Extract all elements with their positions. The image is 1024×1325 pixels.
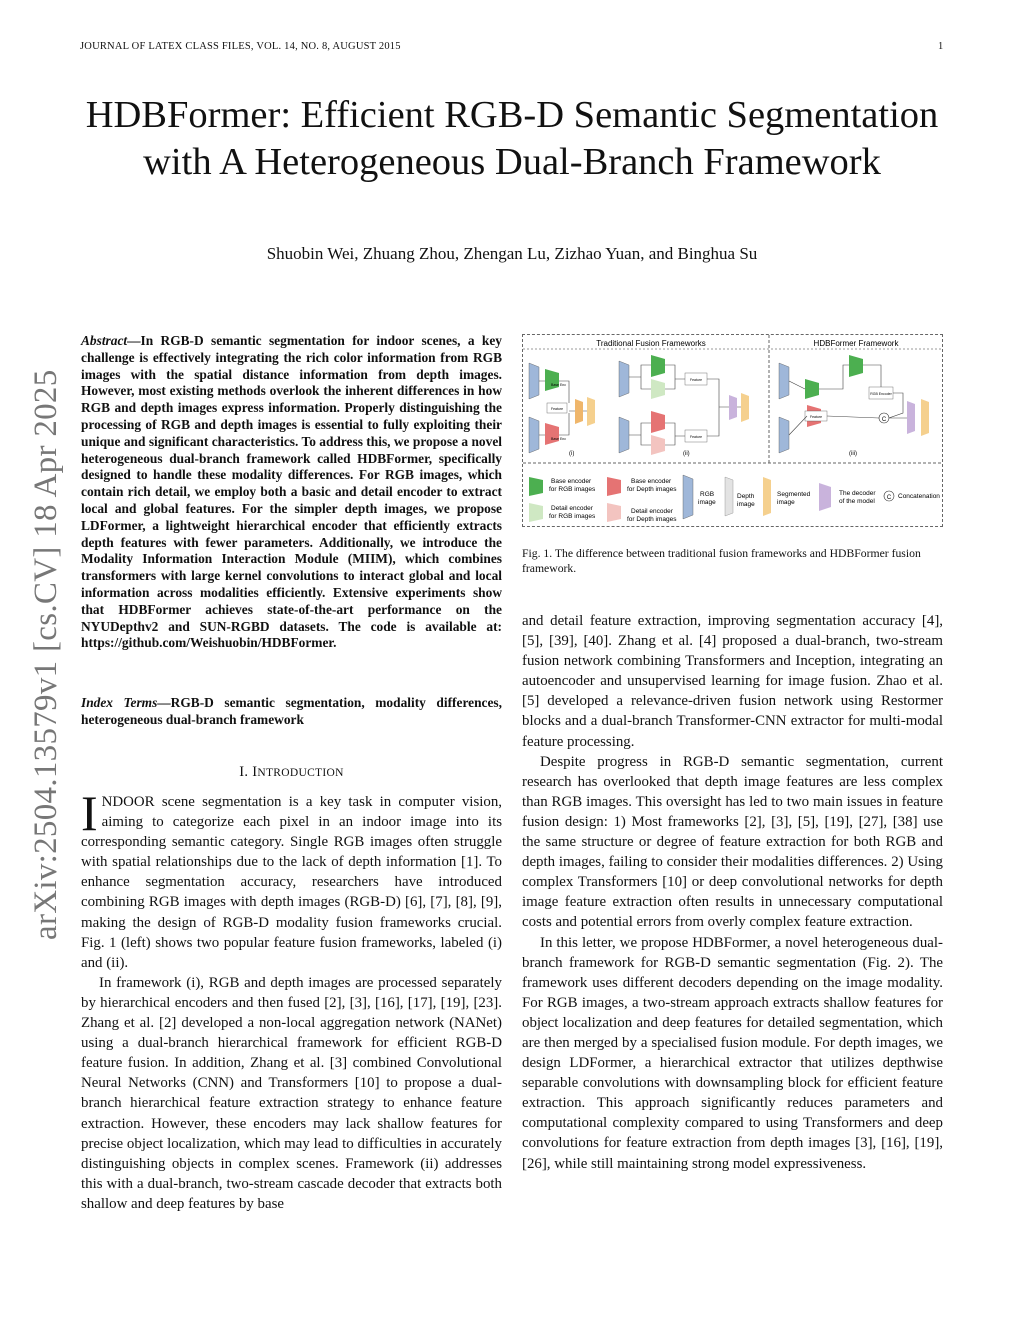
legend-swatch-detail-depth: [607, 503, 621, 522]
legend-detail-rgb-l1: Detail encoder: [551, 505, 593, 512]
legend-rgb-l1: RGB: [700, 491, 715, 498]
depth-input-i: [529, 417, 539, 453]
detail-rgb-ii: [651, 379, 665, 399]
intro-paragraph-2: In framework (i), RGB and depth images are processed separately by hierarchical encoders and then fused [2], [3], [16], [17], [19], [23]. Zhang et al. [2] developed a non-local aggregation network (NANet) using a dual-branch hierarchical framework for efficient RGB-D feature fusion. In addition, Zhang et al. [3] combined Convolutional Neural Networks (CNN) and Transformers [10] to propose a dual-branch hierarchical feature extraction strategy to enhance feature extraction. However, these encoders may lack shallow features for precise object localization, which may lead to difficulties in accurately distinguishing objects in complex scenes. Framework (ii) addresses this with a dual-branch, two-stream cascade decoder that extracts both shallow and deep features by base: [81, 974, 502, 1212]
figure-1-caption: Fig. 1. The difference between traditional fusion frameworks and HDBFormer fusion framework.: [522, 547, 921, 575]
segmented-ii: [741, 393, 749, 422]
legend-base-depth-l2: for Depth images: [627, 486, 677, 493]
decoder-iii: [907, 401, 915, 434]
base-rgb-iii: [805, 379, 819, 399]
legend-swatch-base-rgb: [529, 477, 543, 496]
depth-encoder-i: [545, 423, 559, 445]
rgb-input-iii: [779, 363, 789, 399]
fusion-block-label-iii: Feature: [809, 415, 823, 419]
rgb-encoder-label: RGB Encoder: [870, 392, 892, 396]
intro-paragraph-5: In this letter, we propose HDBFormer, a novel heterogeneous dual-branch framework for RGB-D semantic segmentation (Fig. 2). The framework uses different decoders depending on the image modality. For RGB images, a two-stream approach extracts shallow features for object localization and deep features for detailed segmentation, which are then merged by a specialised fusion module. For depth images, we design LDFormer, a hierarchical extractor that utilizes depthwise separable convolutions with downsampling block for efficient feature extraction. This approach significantly reduces parameters and computational complexity compared to using Transformers and deep convolutions for feature extraction from depth images [3], [16], [19], [26], while still maintaining strong model expressiveness.: [522, 934, 943, 1172]
legend-detail-depth-l1: Detail encoder: [631, 508, 673, 515]
rgb-encoder-i: [545, 369, 559, 391]
abstract-text: —In RGB-D semantic segmentation for indoor scenes, a key challenge is effectively integrating the rich color information from RGB images with the spatial distance information from depth images. However, most existing methods overlook the inherent differences in how RGB and depth images express information. Properly distinguishing the processing of RGB and depth images is essential to fully exploiting their unique and significant characteristics. To address this, we propose a novel heterogeneous dual-branch framework called HDBFormer, specifically designed to handle these modality differences. For RGB images, which contain rich detail, we employ both a basic and detail encoder to extract local and global features. For the simpler depth images, we propose LDFormer, a lightweight hierarchical encoder that efficiently extracts depth features with fewer parameters. Additionally, we introduce the Modality Information Interaction Module (MIIM), which combines transformers with large kernel convolutions to interact global and local information across modalities efficiently. Extensive experiments show that HDBFormer achieves state-of-the-art performance on the NYUDepthv2 and SUN-RGBD datasets. The code is available at: https://github.com/Weishuobin/HDBFormer.: [81, 333, 502, 651]
segmented-i: [587, 397, 595, 426]
framework-i: [529, 363, 595, 457]
panel-right-title: HDBFormer Framework: [813, 339, 899, 348]
segmented-iii: [921, 399, 929, 436]
legend-rgb-l2: image: [698, 499, 716, 506]
depth-input-ii: [619, 417, 629, 453]
legend-detail-depth-l2: for Depth images: [627, 516, 677, 523]
legend-swatch-detail-rgb: [529, 503, 543, 522]
running-header: JOURNAL OF LATEX CLASS FILES, VOL. 14, NO. 8, AUGUST 2015: [80, 41, 401, 52]
decoder-ii: [729, 395, 737, 420]
depth-input-iii: [779, 417, 789, 453]
base-rgb-ii: [651, 355, 665, 377]
feature-fusion-rgb-label: Feature: [689, 378, 703, 382]
drop-cap: I: [81, 785, 98, 841]
legend-depth-l1: Depth: [737, 493, 755, 500]
rgb-input-i: [529, 363, 539, 399]
abstract-lead: Abstract: [81, 333, 128, 348]
framework-arrows: [539, 365, 741, 445]
legend-concat-label: Concatenation: [898, 493, 940, 500]
arxiv-stamp: arXiv:2504.13579v1 [cs.CV] 18 Apr 2025: [28, 369, 64, 940]
legend-seg-l1: Segmented: [777, 491, 811, 498]
framework-ii: [619, 355, 749, 457]
legend-concat-symbol: C: [886, 495, 892, 501]
legend-depth-l2: image: [737, 501, 755, 508]
legend-swatch-rgb: [683, 475, 693, 519]
section-title-rest: NTRODUCTION: [257, 767, 344, 779]
section-heading-introduction: [81, 764, 502, 781]
legend-swatch-base-depth: [607, 477, 621, 496]
legend-decoder-l2: of the model: [839, 498, 875, 505]
detail-depth-ii: [651, 435, 665, 455]
fusion-block-label-i: Feature: [550, 407, 564, 411]
concat-symbol: C: [881, 417, 887, 423]
legend-base-depth-l1: Base encoder: [631, 478, 672, 485]
abstract: [81, 333, 502, 652]
legend-swatch-decoder: [819, 483, 831, 511]
intro-paragraph-1-text: NDOOR scene segmentation is a key task in computer vision, aiming to categorize each pixel in an indoor image into its corresponding semantic category. Single RGB images often struggle with spatial relationships due to the lack of depth information [1]. To enhance segmentation accuracy, researchers have introduced combining RGB images with depth images (RGB-D) [6], [7], [8], [9], making the design of RGB-D modality fusion frameworks crucial. Fig. 1 (left) shows two popular feature fusion frameworks, labeled (i) and (ii).: [81, 794, 502, 971]
base-depth-ii: [651, 411, 665, 433]
index-terms: [81, 694, 502, 728]
legend-base-rgb-l1: Base encoder: [551, 478, 592, 485]
detail-rgb-iii: [849, 355, 863, 377]
legend: [529, 475, 940, 523]
paper-title: HDBFormer: Efficient RGB-D Semantic Segmentation with A Heterogeneous Dual-Branch Framework: [85, 94, 939, 183]
left-column-body: [81, 785, 502, 1214]
decoder-i: [575, 399, 583, 424]
index-terms-lead: Index Terms: [81, 695, 158, 710]
label-iii: (iii): [849, 451, 857, 457]
right-column-body: [522, 611, 943, 1174]
base-enc-depth-label-i: Base Enc: [551, 437, 566, 441]
page-number: 1: [938, 41, 944, 52]
figure-1: [522, 334, 943, 527]
feature-fusion-depth-label: Feature: [689, 435, 703, 439]
intro-paragraph-3: and detail feature extraction, improving segmentation accuracy [4], [5], [39], [40]. Zhang et al. [4] proposed a dual-branch, two-stream fusion network combining Transformers and Inception, integrating an autoencoder and unsupervised learning for image fusion. Zhao et al. [5] developed a relevance-driven fusion network using Restormer blocks and a dual-branch Transformer-CNN extractor for multi-modal feature processing.: [522, 613, 943, 750]
figure-1-diagram: [523, 335, 942, 526]
framework-iii: [779, 355, 929, 457]
label-i: (i): [569, 451, 575, 457]
legend-base-rgb-l2: for RGB images: [549, 486, 596, 493]
connections-iii: [789, 365, 907, 435]
legend-seg-l2: image: [777, 499, 795, 506]
label-ii: (ii): [683, 451, 690, 457]
panel-left-title: Traditional Fusion Frameworks: [596, 339, 706, 348]
legend-detail-rgb-l2: for RGB images: [549, 513, 596, 520]
legend-swatch-depth: [725, 477, 733, 516]
rgb-input-ii: [619, 361, 629, 397]
author-list: Shuobin Wei, Zhuang Zhou, Zhengan Lu, Zizhao Yuan, and Binghua Su: [266, 244, 758, 263]
legend-swatch-segmented: [763, 477, 771, 516]
intro-paragraph-1: [81, 785, 502, 973]
section-numeral: I.: [239, 764, 253, 780]
intro-paragraph-4: Despite progress in RGB-D semantic segmentation, current research has overlooked that depth image features are less complex than RGB images. This oversight has led to two main issues in feature fusion design: 1) Most frameworks [2], [3], [5], [19], [27], [38] use the same structure or degree of feature extraction for both RGB and depth images, failing to consider their modalities differences. 2) Using complex Transformers [10] or deep convolutional networks for depth image feature extraction often results in unnecessary computational costs and potential errors from overly complex feature extraction.: [522, 753, 943, 931]
section-first-letter: I: [252, 764, 258, 780]
base-enc-label-i: Base Enc: [551, 383, 566, 387]
legend-decoder-l1: The decoder: [839, 490, 876, 497]
index-terms-text: —RGB-D semantic segmentation, modality differences, heterogeneous dual-branch framework: [81, 695, 502, 727]
